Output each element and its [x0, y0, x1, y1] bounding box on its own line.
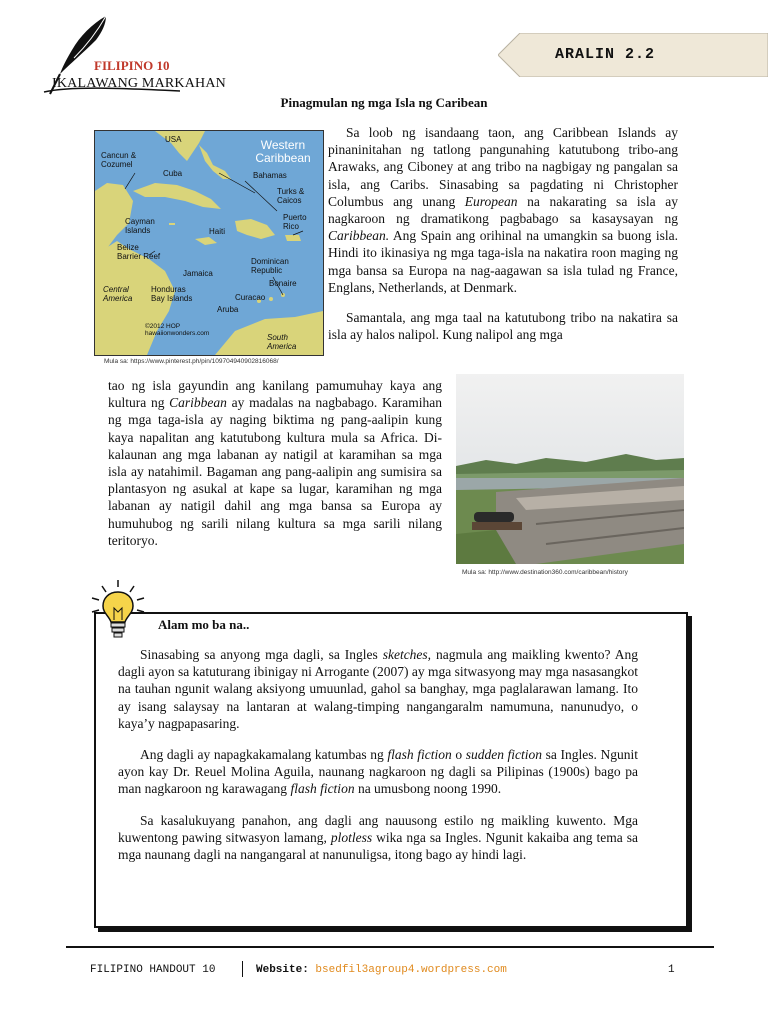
map-title-line1: Western	[260, 138, 306, 152]
callout-p1-text-a: Sinasabing sa anyong mga dagli, sa Ingles	[140, 647, 383, 662]
intro-column	[328, 124, 678, 343]
map-label-belize: Belize Barrier Reef	[117, 243, 161, 261]
callout-p1-emphasis-sketches: sketches,	[382, 647, 432, 662]
callout-p2-emphasis-sudden: sudden fiction	[465, 747, 543, 763]
footer-website-link[interactable]: bsedfil3agroup4.wordpress.com	[315, 964, 507, 976]
callout-title: Alam mo ba na..	[158, 617, 250, 632]
footer-handout-label: FILIPINO HANDOUT 10	[90, 964, 216, 976]
callout-paragraph-1	[118, 646, 638, 732]
footer-separator	[242, 961, 243, 977]
footer-website-label: Website:	[256, 964, 309, 976]
quarter-label: IKALAWANG MARKAHAN	[52, 76, 226, 91]
map-label-cancun: Cancun & Cozumel	[101, 151, 137, 169]
intro-p1-emphasis-european: European	[464, 193, 518, 209]
map-caption: Mula sa: https://www.pinterest.ph/pin/109704940902816068/	[104, 358, 279, 365]
callout-paragraph-3	[118, 812, 638, 864]
callout-p2-text-d: na umusbong noong 1990.	[354, 781, 502, 797]
map-label-jamaica: Jamaica	[183, 269, 213, 278]
footer-website	[256, 964, 507, 976]
callout-p3-emphasis-plotless: plotless	[330, 829, 373, 845]
lightbulb-icon	[88, 578, 148, 644]
map-label-south-america: South America	[267, 333, 297, 351]
callout-p3-text-a: Sa kasalukuyang panahon, ang dagli ang nauusong estilo ng maikling kuwento. Mga kuwentong pawing sitwasyon lamang,	[118, 812, 638, 845]
callout-body	[118, 646, 638, 877]
fort-ruins-photo	[456, 374, 684, 564]
footer-divider	[66, 946, 714, 948]
callout-p2-emphasis-flash-2: flash fiction	[290, 781, 355, 797]
caribbean-map	[94, 130, 324, 356]
subject-label: FILIPINO 10	[94, 58, 170, 73]
callout-p2-emphasis-flash: flash fiction	[387, 747, 452, 763]
map-title-line2: Caribbean	[255, 151, 311, 165]
map-label-copyright: ©2012 HOP hawaiionwonders.com	[145, 323, 210, 337]
continuation-text-b: ay madalas na nagbabago. Karamihan ng mga taga-isla ay naging biktima ng pang-aalipin kung kaya napalitan ang katutubong kultura mula sa Africa. Di-kalaunan ang mga labanan ay natigil at karamihan sa mga isla ay natahimil. Bagaman ang pang-aalipin ang sumisira sa plantasyon ng asukal at kape sa lugar, karamihan ng mga labanan ay natigil dahil ang mga bansa sa Europa ay humuhubog ng sarili nilang kultura sa mga sarili nilang teritoryo.	[108, 395, 442, 548]
intro-p1-text-c: Ang Spain ang orihinal na umangkin sa buong isla. Hindi ito ikinasiya ng mga taga-isla na nakatira roon maging ng mga bansa sa Europa na nag-aagawan sa isla tulad ng France, Englans, Netherlands, at Denmark.	[328, 228, 678, 295]
map-label-haiti: Haiti	[209, 227, 226, 236]
intro-p1-text-b: na nakarating sa isla ay nagkaroon ng dramatikong pagbabago sa kasaysayan ng	[328, 193, 678, 227]
continuation-paragraph	[108, 377, 442, 549]
map-label-aruba: Aruba	[217, 305, 239, 314]
map-label-cayman: Cayman Islands	[125, 217, 155, 235]
intro-paragraph-2: Samantala, ang mga taal na katutubong tribo na nakatira sa isla ay halos nalipol. Kung nalipol ang mga	[328, 310, 678, 343]
map-label-puerto-rico: Puerto Rico	[283, 213, 307, 231]
page-title: Pinagmulan ng mga Isla ng Caribean	[280, 95, 488, 110]
continuation-emphasis-caribbean: Caribbean	[169, 395, 227, 411]
callout-p2-text-b: o	[451, 747, 466, 763]
callout-p1-text-b: nagmula ang maikling kwento? Ang dagli ayon sa katuturang ibinigay ni Arrogante (2007) ay mga sitwasyong may mga nasasangkot na tauhan ngunit walang aksiyong umuunlad, gahol sa banghay, mga paglalarawan lamang. Ito ay isang salaysay na lantaran at walang-timping nangangaralm namumuna, nanunudyo, o kaya’y nagpapasaring.	[118, 647, 639, 731]
lesson-label: ARALIN 2.2	[555, 46, 656, 63]
map-label-honduras: Honduras Bay Islands	[151, 285, 193, 303]
intro-p1-emphasis-caribbean: Caribbean.	[328, 228, 390, 244]
callout-p2-text-c: sa Ingles. Ngunit ayon kay Dr. Reuel Molina Aguila, naunang nagkaroon ng dagli sa Pilipinas (1900s) bago pa man nagkaroon ng karawagang	[118, 747, 639, 797]
intro-paragraph-1	[328, 124, 678, 296]
map-label-bahamas: Bahamas	[253, 171, 287, 180]
page-number: 1	[668, 964, 675, 976]
map-title	[247, 139, 319, 165]
map-label-dominican: Dominican Republic	[251, 257, 289, 275]
continuation-text-a: tao ng isla gayundin ang kanilang pamumuhay kaya ang kultura ng	[108, 378, 442, 411]
fort-ruins-image-icon	[456, 374, 684, 564]
intro-p1-text-a: Sa loob ng isandaang taon, ang Caribbean Islands ay pinaninitahan ng tatlong pangunahing katutubong tribo-ang Arawaks, ang Ciboney at ang tribo na nagbigay ng pangalan sa isla, ang Caribs. Sinasabing sa pagdating ni Christopher Columbus ang unang	[328, 125, 678, 209]
callout-p2-text-a: Ang dagli ay napagkakamalang katumbas ng	[140, 747, 388, 763]
map-label-cuba: Cuba	[163, 169, 183, 178]
photo-caption: Mula sa: http://www.destination360.com/caribbean/history	[462, 569, 628, 576]
callout-paragraph-2	[118, 746, 638, 798]
map-label-central-america: Central America	[103, 285, 133, 303]
map-label-curacao: Curacao	[235, 293, 266, 302]
map-label-turks: Turks & Caicos	[277, 187, 305, 205]
map-label-usa: USA	[165, 135, 182, 144]
map-label-bonaire: Bonaire	[269, 279, 297, 288]
callout-p3-text-b: wika nga sa Ingles. Ngunit kakaiba ang tema sa mga naunang dagli na nangangaral at nanunuligsa, itong bago ay hindi lagi.	[118, 829, 638, 863]
